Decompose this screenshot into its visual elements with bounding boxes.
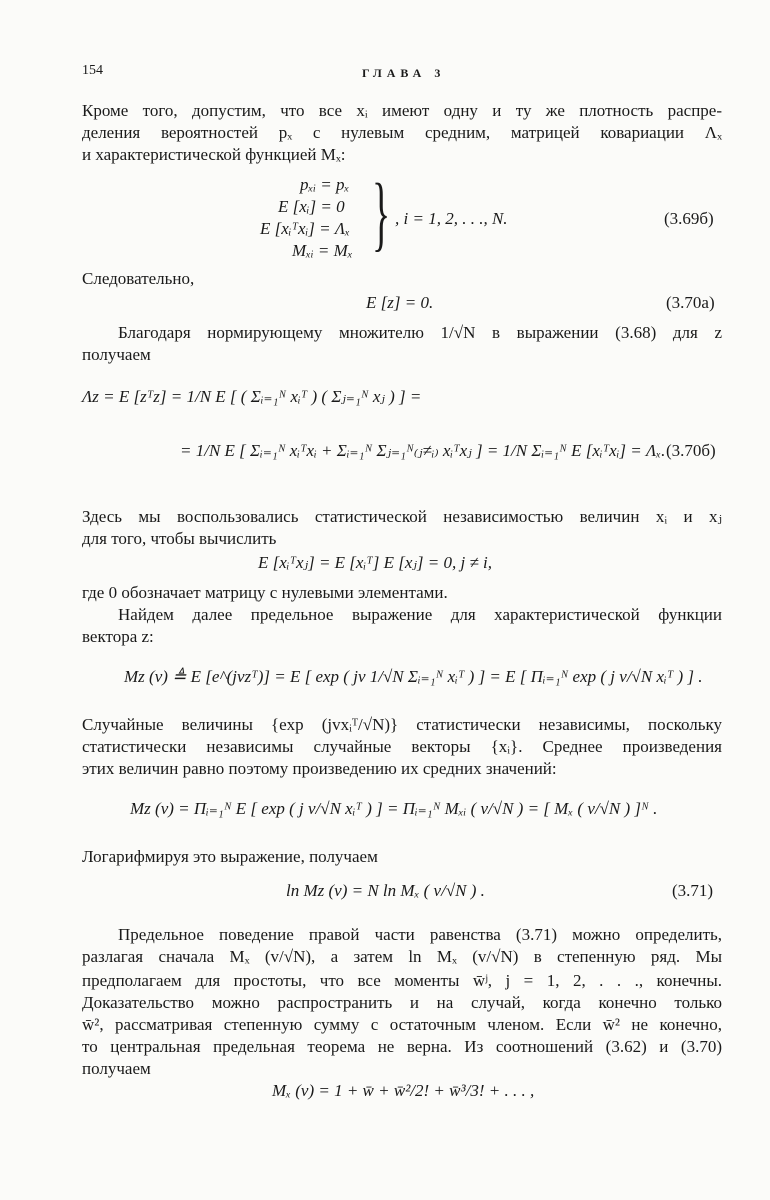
eq-mz-definition: Mz (v) ≜ E [e^(jvzᵀ)] = E [ exp ( jv 1/√N Σᵢ₌₁ᴺ xᵢᵀ ) ] = E [ Πᵢ₌₁ᴺ exp ( j v/√N xᵢᵀ ) ] .	[124, 667, 703, 686]
eq369b-line-4: Mₓᵢ = Mₓ	[292, 241, 353, 260]
paragraph-9-line-5: w̄², рассматривая степенную сумму с остаточным членом. Если w̄² не конечно,	[82, 1015, 722, 1034]
paragraph-7-line-3: этих величин равно поэтому произведению их средних значений:	[82, 759, 557, 778]
eq370b-line-2: = 1/N E [ Σᵢ₌₁ᴺ xᵢᵀxᵢ + Σᵢ₌₁ᴺ Σⱼ₌₁ᴺ₍ⱼ≠ᵢ₎ xᵢᵀxⱼ ] = 1/N Σᵢ₌₁ᴺ E [xᵢᵀxᵢ] = Λₓ.	[180, 441, 666, 460]
paragraph-1-line-1: Кроме того, допустим, что все xᵢ имеют одну и ту же плотность распре-	[82, 101, 722, 120]
paragraph-9-line-1: Предельное поведение правой части равенства (3.71) можно определить,	[118, 925, 722, 944]
paragraph-4-line-1: Здесь мы воспользовались статистической независимостью величин xᵢ и xⱼ	[82, 507, 722, 526]
paragraph-3-line-2: получаем	[82, 345, 151, 364]
eq369b-range: , i = 1, 2, . . ., N.	[395, 209, 508, 228]
eq369b-brace: }	[372, 167, 391, 260]
eq-independence: E [xᵢᵀxⱼ] = E [xᵢᵀ] E [xⱼ] = 0, j ≠ i,	[258, 553, 492, 572]
paragraph-6-line-2: вектора z:	[82, 627, 154, 646]
eq370a-label: (3.70а)	[666, 293, 715, 312]
eq371-label: (3.71)	[672, 881, 714, 900]
eq-mx-series: Mₓ (v) = 1 + w̄ + w̄²/2! + w̄³/3! + . . . ,	[272, 1081, 535, 1100]
paragraph-9-line-4: Доказательство можно распространить и на случай, когда конечно только	[82, 993, 722, 1012]
paragraph-1-line-3: и характеристической функцией Mₓ:	[82, 145, 346, 164]
paragraph-8: Логарифмируя это выражение, получаем	[82, 847, 378, 866]
eq370b-line-1: Λz = E [zᵀz] = 1/N E [ ( Σᵢ₌₁ᴺ xᵢᵀ ) ( Σⱼ₌₁ᴺ xⱼ ) ] =	[82, 387, 422, 406]
paragraph-4-line-2: для того, чтобы вычислить	[82, 529, 277, 548]
paragraph-9-line-7: получаем	[82, 1059, 151, 1078]
eq-mz-product: Mz (v) = Πᵢ₌₁ᴺ E [ exp ( j v/√N xᵢᵀ ) ] = Πᵢ₌₁ᴺ Mₓᵢ ( v/√N ) = [ Mₓ ( v/√N ) ]ᴺ .	[130, 799, 658, 818]
paragraph-7-line-2: статистически независимы случайные векторы {xᵢ}. Среднее произведения	[82, 737, 722, 756]
eq369b-label: (3.69б)	[664, 209, 714, 228]
eq369b-line-3: E [xᵢᵀxᵢ] = Λₓ	[260, 219, 350, 238]
eq369b-line-1: pₓᵢ = pₓ	[300, 175, 350, 194]
paragraph-9-line-3: предполагаем для простоты, что все моменты w̄ʲ, j = 1, 2, . . ., конечны.	[82, 971, 722, 990]
eq371-expr: ln Mz (v) = N ln Mₓ ( v/√N ) .	[286, 881, 485, 900]
eq369b-line-2: E [xᵢ] = 0	[278, 197, 345, 216]
paragraph-9-line-6: то центральная предельная теорема не верна. Из соотношений (3.62) и (3.70)	[82, 1037, 722, 1056]
paragraph-7-line-1: Случайные величины {exp (jvxᵢᵀ/√N)} статистически независимы, поскольку	[82, 715, 722, 734]
eq370a-expr: E [z] = 0.	[366, 293, 434, 312]
paragraph-9-line-2: разлагая сначала Mₓ (v/√N), а затем ln Mₓ (v/√N) в степенную ряд. Мы	[82, 947, 722, 966]
paragraph-5: где 0 обозначает матрицу с нулевыми элементами.	[82, 583, 448, 602]
paragraph-6-line-1: Найдем далее предельное выражение для характеристической функции	[118, 605, 722, 624]
page-number: 154	[82, 63, 103, 78]
eq370b-label: (3.70б)	[666, 441, 716, 460]
paragraph-2: Следовательно,	[82, 269, 195, 288]
chapter-heading: ГЛАВА 3	[362, 66, 446, 80]
paragraph-1-line-2: деления вероятностей pₓ с нулевым средним, матрицей ковариации Λₓ	[82, 123, 722, 142]
paragraph-3-line-1: Благодаря нормирующему множителю 1/√N в выражении (3.68) для z	[118, 323, 722, 342]
